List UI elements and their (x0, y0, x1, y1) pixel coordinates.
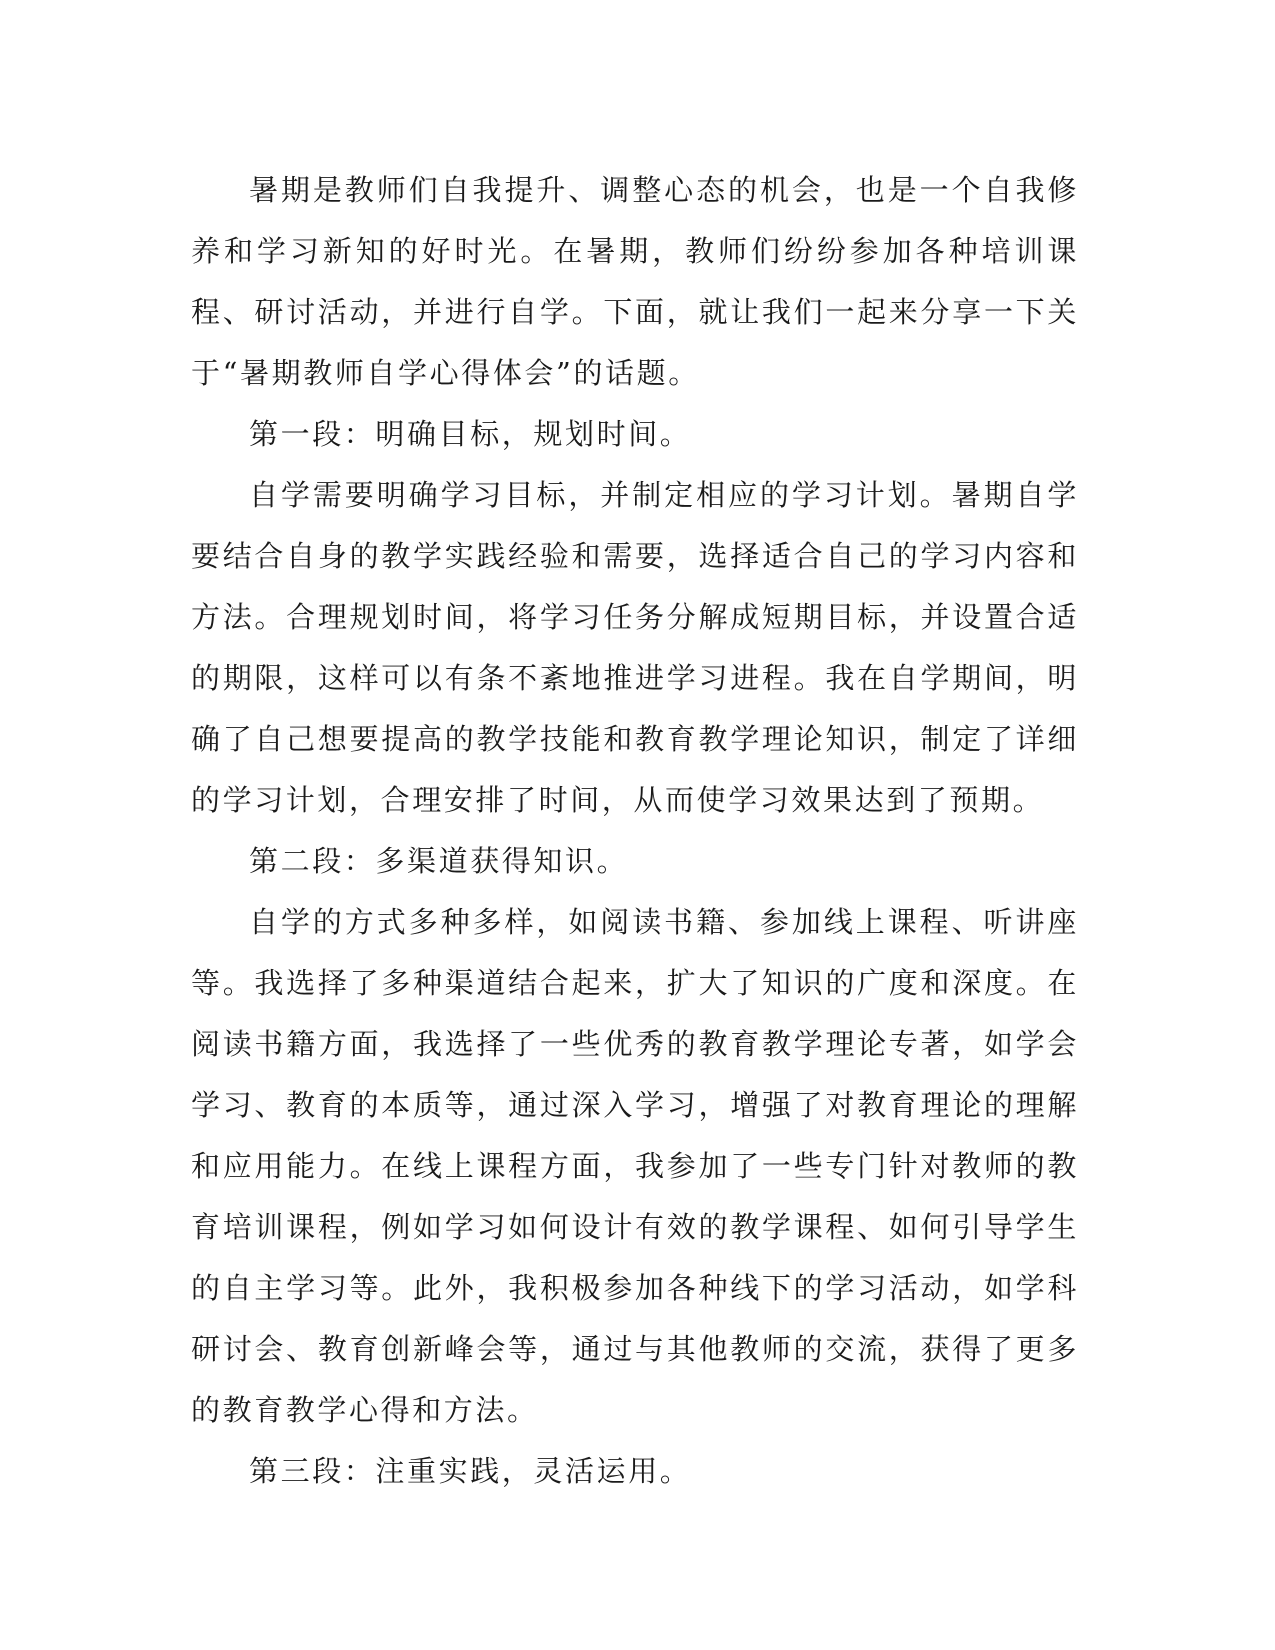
section-heading-1: 第一段：明确目标，规划时间。 (249, 417, 692, 451)
section-1-paragraph: 自学需要明确学习目标，并制定相应的学习计划。暑期自学要结合自身的教学实践经验和需要，选择适合自己的学习内容和方法。合理规划时间，将学习任务分解成短期目标，并设置合适的期限，这样可以有条不紊地推进学习进程。我在自学期间，明确了自己想要提高的教学技能和教育教学理论知识，制定了详细的学习计划，合理安排了时间，从而使学习效果达到了预期。 (191, 478, 1079, 817)
section-heading-3: 第三段：注重实践，灵活运用。 (249, 1454, 692, 1488)
section-2-paragraph: 自学的方式多种多样，如阅读书籍、参加线上课程、听讲座等。我选择了多种渠道结合起来，扩大了知识的广度和深度。在阅读书籍方面，我选择了一些优秀的教育教学理论专著，如学会学习、教育的本质等，通过深入学习，增强了对教育理论的理解和应用能力。在线上课程方面，我参加了一些专门针对教师的教育培训课程，例如学习如何设计有效的教学课程、如何引导学生的自主学习等。此外，我积极参加各种线下的学习活动，如学科研讨会、教育创新峰会等，通过与其他教师的交流，获得了更多的教育教学心得和方法。 (191, 905, 1079, 1427)
section-heading-2: 第二段：多渠道获得知识。 (249, 844, 629, 878)
document-body (191, 160, 1079, 1502)
intro-paragraph: 暑期是教师们自我提升、调整心态的机会，也是一个自我修养和学习新知的好时光。在暑期，教师们纷纷参加各种培训课程、研讨活动，并进行自学。下面，就让我们一起来分享一下关于“暑期教师自学心得体会”的话题。 (191, 173, 1079, 390)
